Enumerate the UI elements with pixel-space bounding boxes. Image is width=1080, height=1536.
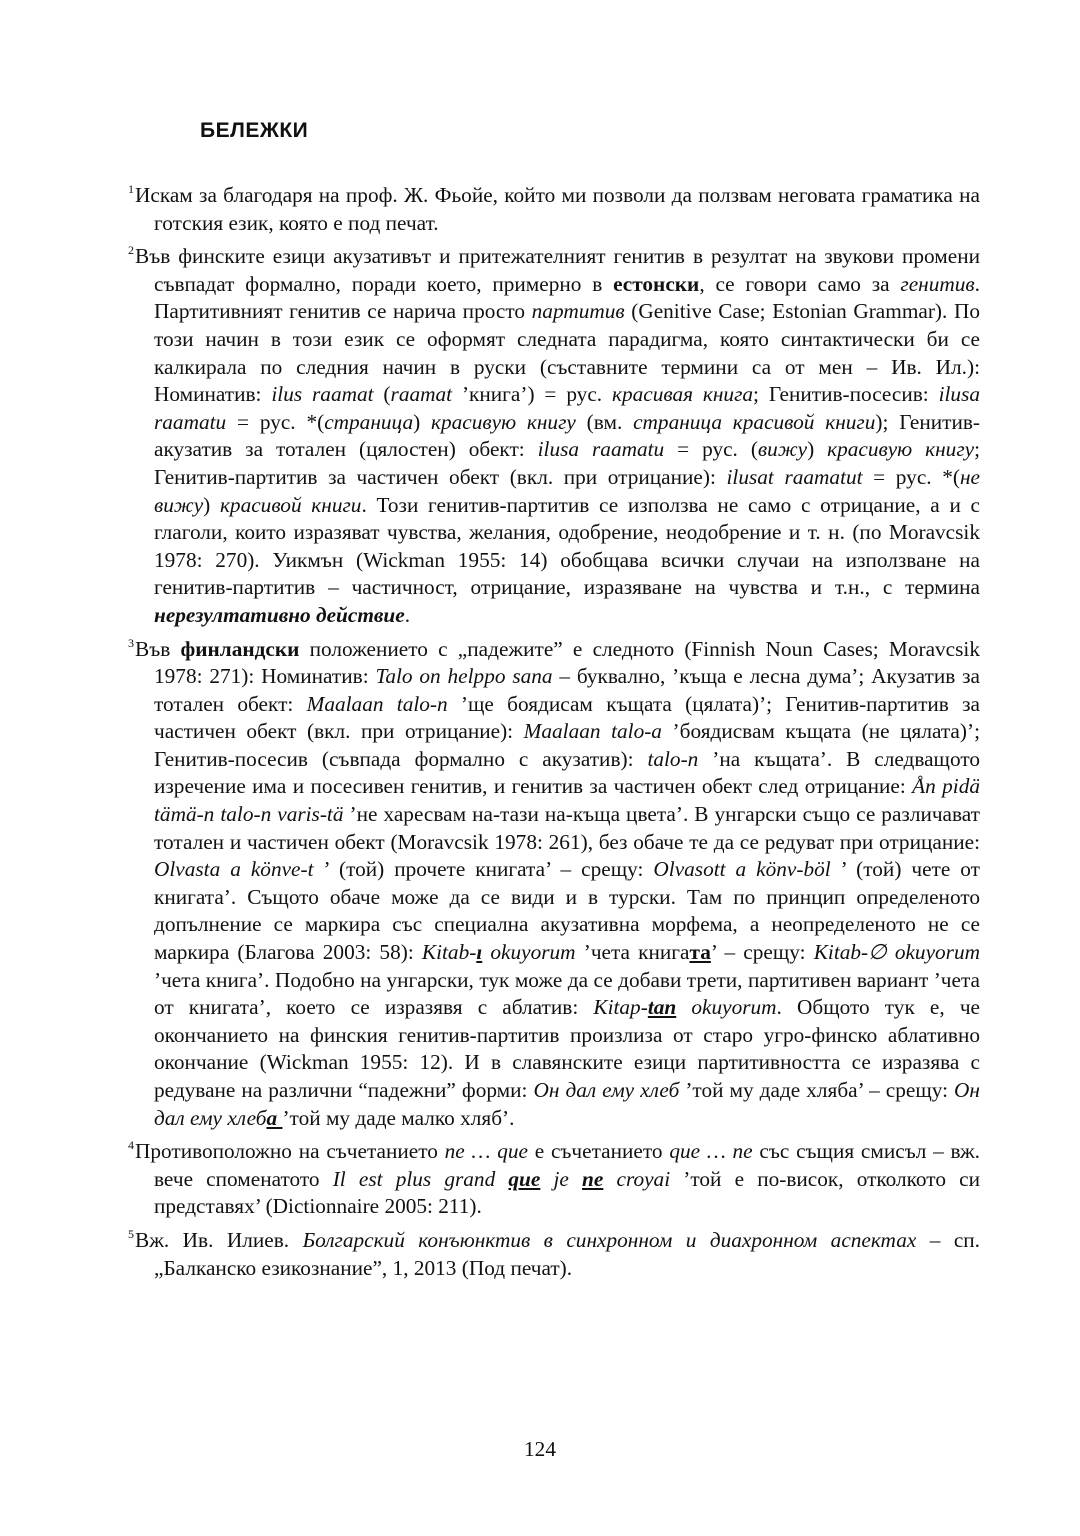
note-text: ’чета книга’. Подобно на унгарски, тук може да се добави трети, партитивен вариант ’чета от книгата’, което се изразявя с аблатив: [154, 967, 980, 1020]
note-text: Във финските езици акузативът и притежателният генитив в резултат на звукови промени съвпадат формално, поради което, примерно в [135, 244, 980, 296]
term-bold-italic: нерезултативно действие [154, 602, 405, 627]
note-text: (Genitive Case; Estonian Grammar). По този начин в този език се оформят следната парадигма, която синтактически би се калкирала по следния начин в руски (съставните термини са от мен – Ив. Ил.): Номинатив: [154, 299, 980, 407]
example-italic: Kitap- [593, 995, 648, 1020]
morpheme-underlined: ne [582, 1166, 604, 1191]
example-italic: Он дал ему хлеб [154, 1078, 980, 1130]
note-text: = рус. *( [862, 464, 960, 489]
example-italic: talo-n [647, 746, 699, 771]
note-text: – буквално, ’къща е лесна дума’; Акузатив за тотален обект: [154, 664, 980, 716]
example-italic: ilusa raamatu [537, 437, 665, 462]
term-italic: генитив [900, 271, 975, 296]
example-italic: Maalaan talo-a [523, 719, 662, 744]
note-text: . Партитивният генитив се нарича просто [154, 271, 980, 324]
note-text: ’ (той) чете от книгата’. Същото обаче може да се види и в турски. Там по принцип определеното допълнение се маркира със специална акузативна морфема, а неопределеното не се маркира (Благова 2003: 58): [154, 857, 980, 965]
note-text: ) [413, 409, 432, 434]
note-text: ’чета книга [575, 940, 690, 965]
example-italic: страница [324, 409, 414, 434]
note-text: ’книга’) = рус. [452, 382, 612, 407]
example-italic: Olvasta a könve-t [154, 857, 324, 882]
note-text: (вм. [575, 409, 634, 434]
note-number: 2 [128, 243, 134, 258]
note-text: – сп. „Балканско езикознание”, 1, 2013 (Под печат). [154, 1227, 980, 1280]
example-italic: страница красивой книги [633, 409, 876, 434]
example-italic: okuyorum [676, 995, 777, 1020]
example-italic: je [540, 1166, 583, 1191]
morpheme-underlined: ı [476, 940, 483, 965]
example-italic: не вижу [154, 464, 980, 517]
note-number: 1 [128, 182, 134, 196]
example-italic: Maalaan talo-n [306, 691, 448, 716]
note-text: Противоположно на съчетанието [135, 1139, 445, 1164]
example-italic: raamat [390, 382, 453, 407]
morpheme-underlined: tan [647, 995, 677, 1020]
note-text: ; Генитив-посесив: [753, 382, 939, 407]
example-italic: Ån pidä tämä-n talo-n varis-tä [154, 774, 980, 827]
note-text: , се говори само за [699, 271, 901, 296]
example-italic: красивая книга [612, 382, 754, 407]
note-1 [128, 176, 980, 237]
example-italic: Talo on helppo sana [375, 664, 553, 689]
note-text: ) [203, 492, 220, 517]
note-text: е съчетанието [527, 1139, 670, 1164]
example-italic: красивой книги [219, 492, 362, 517]
note-text: Искам за благодаря на проф. Ж. Фьойе, който ми позволи да ползвам неговата граматика на готския език, която е под печат. [135, 183, 980, 235]
example-italic: красивую книгу [827, 437, 975, 462]
note-text: Вж. Ив. Илиев. [135, 1227, 303, 1252]
note-number: 4 [128, 1138, 134, 1153]
example-italic: que … ne [669, 1139, 753, 1164]
note-text: ; Генитив-партитив за частичен обект (вкл. при отрицание): [154, 437, 981, 489]
note-text: . [404, 602, 411, 627]
example-italic: ilusat raamatut [726, 464, 863, 489]
note-number: 5 [128, 1226, 134, 1241]
notes-heading: БЕЛЕЖКИ [200, 119, 309, 142]
morpheme-underlined: а [266, 1105, 283, 1130]
note-text: = рус. ( [664, 437, 758, 462]
note-text: . Този генитив-партитив се използва не само с отрицание, а и с глаголи, които изразяват чувства, желания, одобрение, неодобрение и т. н. (по Moravcsik 1978: 270). Уикмън (Wickman 1955: 14) обобщава всички случаи на използване на генитив-партитив – частичност, отрицание, изразяване на чувства и т.н., с термина [154, 492, 981, 600]
note-5 [128, 1221, 980, 1282]
morpheme-underlined: que [508, 1166, 541, 1191]
example-italic: красивую книгу [431, 409, 576, 434]
note-text: ’ (той) прочете книгата’ – срещу: [323, 857, 654, 882]
note-text: ’ще боядисам къщата (цялата)’; Генитив-партитив за частичен обект (вкл. при отрицание): [154, 691, 980, 744]
note-text: ’той е по-висок, отколкото си представях’ (Dictionnaire 2005: 211). [154, 1166, 980, 1219]
note-text: ); Генитив-акузатив за тотален (цялостен) обект: [154, 409, 981, 462]
note-3 [128, 630, 980, 1133]
example-italic: Он дал ему хлеб [533, 1078, 680, 1102]
note-number: 3 [128, 635, 134, 650]
note-text: положението с „падежите” е следното (Finnish Noun Cases; Moravcsik 1978: 271): Номинатив: [154, 636, 980, 689]
note-text: . Общото тук е, че окончанието на финския генитив-партитив произлиза от старо угро-финско аблативно окончание (Wickman 1955: 12). И в славянските езици партитивността се изразява с редуване на различни “падежни” форми: [154, 995, 980, 1102]
example-italic: Olvasott a könv-böl [653, 857, 841, 882]
example-italic: Kitab-∅ okuyorum [813, 940, 980, 965]
example-italic: croyai [603, 1166, 671, 1191]
morpheme-underlined: та [689, 940, 711, 965]
example-italic: okuyorum [482, 940, 576, 965]
note-text: ’той му даде хляба’ – срещу: [679, 1078, 955, 1102]
note-text: ’боядисвам къщата (не цялата)’; Генитив-посесив (съвпада формално с акузатив): [154, 719, 980, 771]
note-text: Във [135, 636, 181, 661]
example-italic: ilusa raamatu [154, 382, 981, 434]
note-text: = рус. *( [226, 409, 325, 434]
term-bold: финландски [180, 636, 300, 661]
note-text: ’не харесвам на-тази на-къща цвета’. В унгарски също се различават тотален и частичен обект (Moravcsik 1978: 261), без обаче те да се редуват при отрицание: [154, 802, 980, 854]
example-italic: Il est plus grand [332, 1166, 509, 1191]
note-text: ’той му даде малко хляб’. [282, 1105, 515, 1130]
notes-list [128, 176, 980, 1282]
example-italic: Kitab- [421, 940, 477, 965]
example-italic: ilus raamat [271, 382, 374, 407]
note-text: ) [807, 437, 828, 462]
note-text: ( [373, 382, 391, 407]
note-2 [128, 237, 980, 629]
note-text: ’ – срещу: [710, 940, 814, 965]
example-italic: ne … que [444, 1139, 528, 1164]
term-italic: партитив [531, 299, 625, 324]
note-4 [128, 1132, 980, 1221]
example-italic: вижу [757, 437, 808, 462]
term-bold: естонски [613, 271, 700, 296]
page-number: 124 [524, 1437, 556, 1461]
title-italic: Болгарский конъюнктив в синхронном и диахронном аспектах [302, 1227, 917, 1252]
note-text: със същия смисъл – вж. вече споменатото [154, 1139, 980, 1191]
note-text: ’на къщата’. В следващото изречение има и посесивен генитив, и генитив за частичен обект след отрицание: [154, 746, 981, 799]
